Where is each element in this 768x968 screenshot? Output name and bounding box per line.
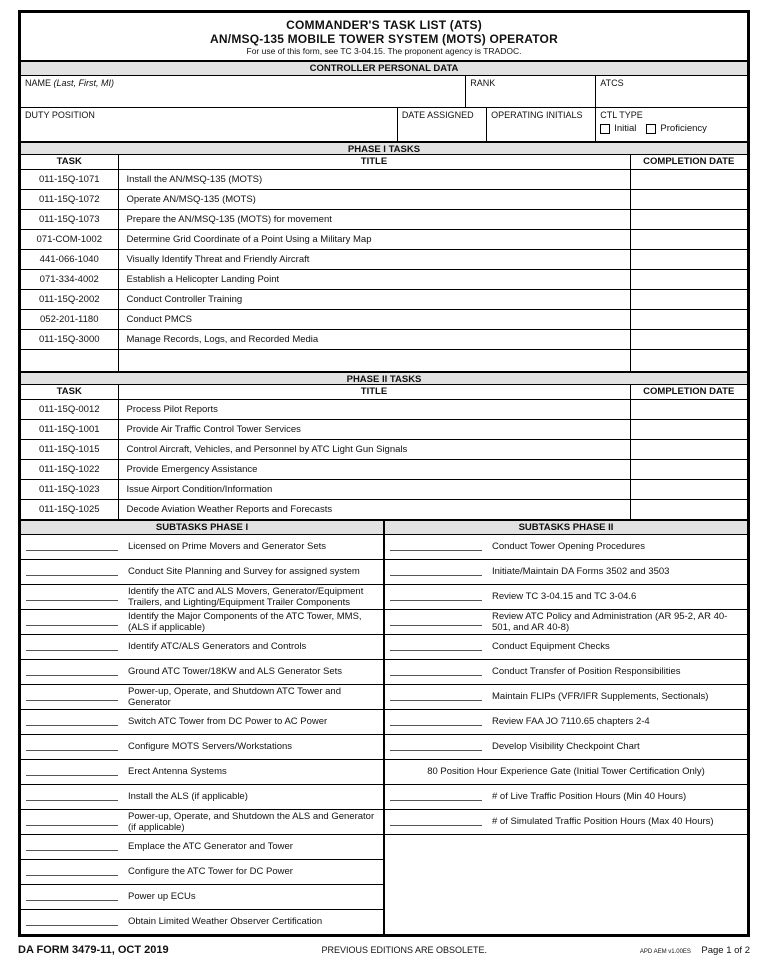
atcs-label: ATCS: [600, 78, 624, 88]
subtask-label: Initiate/Maintain DA Forms 3502 and 3503: [492, 566, 670, 577]
subtask-label: Power-up, Operate, and Shutdown the ALS and Generator (if applicable): [128, 810, 375, 833]
subtask-phase1-cell: [21, 709, 384, 734]
obsolete-note: PREVIOUS EDITIONS ARE OBSOLETE.: [321, 944, 488, 955]
subtask-row: [21, 709, 747, 734]
task-title: Prepare the AN/MSQ-135 (MOTS) for movement: [118, 209, 630, 229]
task-row: [21, 499, 747, 519]
task-title: Establish a Helicopter Landing Point: [118, 269, 630, 289]
ctl-type-field: [596, 108, 747, 141]
subtask-row: [21, 609, 747, 634]
subtask-phase2-cell: [384, 559, 747, 584]
fill-in-blank[interactable]: [390, 567, 482, 576]
date-assigned-field[interactable]: [398, 108, 487, 141]
task-row: [21, 309, 747, 329]
subtask-label: Configure MOTS Servers/Workstations: [128, 741, 293, 752]
subtask-row: [21, 659, 747, 684]
task-row: [21, 289, 747, 309]
subtask-phase1-cell: [21, 859, 384, 884]
subtask-phase1-cell: [21, 834, 384, 859]
apd-version: APD AEM v1.00ES: [639, 948, 691, 955]
subtask-label: Install the ALS (if applicable): [128, 791, 248, 802]
fill-in-blank[interactable]: [26, 917, 118, 926]
subtask-phase2-cell: [384, 659, 747, 684]
subtask-phase1-cell: [21, 684, 384, 709]
subtask-row: [21, 834, 747, 859]
completion-date-cell[interactable]: [630, 439, 747, 459]
operating-initials-label: OPERATING INITIALS: [491, 110, 583, 120]
fill-in-blank[interactable]: [390, 692, 482, 701]
subtask-label: Maintain FLIPs (VFR/IFR Supplements, Sectionals): [492, 691, 709, 702]
task-row: [21, 419, 747, 439]
phase1-task-table: [21, 155, 747, 371]
initial-option-label: Initial: [614, 123, 637, 134]
phase2-col-title: TITLE: [118, 385, 630, 399]
ctl-type-label: CTL TYPE: [600, 110, 643, 120]
task-number: 011-15Q-1071: [21, 169, 118, 189]
subtask-label: Conduct Transfer of Position Responsibilities: [492, 666, 681, 677]
subtask-label: Identify the Major Components of the ATC Tower, MMS, (ALS if applicable): [128, 610, 362, 633]
form-number: DA FORM 3479-11, OCT 2019: [18, 943, 169, 956]
section-header-subtasks-phase1: SUBTASKS PHASE I: [21, 520, 384, 534]
section-header-subtasks-phase2: SUBTASKS PHASE II: [384, 520, 747, 534]
fill-in-blank[interactable]: [390, 542, 482, 551]
phase2-task-table: [21, 385, 747, 519]
subtask-phase2-cell: [384, 709, 747, 734]
task-title: Manage Records, Logs, and Recorded Media: [118, 329, 630, 349]
fill-in-blank[interactable]: [26, 717, 118, 726]
subtask-label: Develop Visibility Checkpoint Chart: [492, 741, 640, 752]
task-title: [118, 349, 630, 371]
task-title: Visually Identify Threat and Friendly Aircraft: [118, 249, 630, 269]
subtask-row: [21, 759, 747, 784]
subtask-phase2-cell: [384, 809, 747, 834]
subtask-label: Review FAA JO 7110.65 chapters 2-4: [492, 716, 650, 727]
subtask-row: [21, 559, 747, 584]
subtask-phase1-cell: [21, 884, 384, 909]
task-number: 011-15Q-1072: [21, 189, 118, 209]
completion-date-cell[interactable]: [630, 329, 747, 349]
subtask-phase1-cell: [21, 609, 384, 634]
subtask-label: Conduct Tower Opening Procedures: [492, 541, 645, 552]
task-row: [21, 269, 747, 289]
completion-date-cell[interactable]: [630, 349, 747, 371]
completion-date-cell[interactable]: [630, 479, 747, 499]
subtask-phase1-cell: [21, 634, 384, 659]
completion-date-cell[interactable]: [630, 309, 747, 329]
subtask-phase2-cell: [384, 584, 747, 609]
task-title: Provide Emergency Assistance: [118, 459, 630, 479]
fill-in-blank[interactable]: [26, 892, 118, 901]
date-assigned-label: DATE ASSIGNED: [401, 110, 474, 120]
task-number: 011-15Q-1015: [21, 439, 118, 459]
subtask-label: Emplace the ATC Generator and Tower: [128, 841, 293, 852]
form-title-line2: AN/MSQ-135 MOBILE TOWER SYSTEM (MOTS) OPERATOR: [210, 32, 558, 46]
subtask-label: Licensed on Prime Movers and Generator Sets: [128, 541, 327, 552]
task-number: 011-15Q-0012: [21, 399, 118, 419]
fill-in-blank[interactable]: [390, 742, 482, 751]
phase1-col-title: TITLE: [118, 155, 630, 169]
task-number: 071-COM-1002: [21, 229, 118, 249]
subtask-phase2-cell: [384, 784, 747, 809]
task-title: Decode Aviation Weather Reports and Forecasts: [118, 499, 630, 519]
task-row: [21, 209, 747, 229]
page-indicator: Page 1 of 2: [701, 944, 750, 956]
subtask-row: [21, 584, 747, 609]
section-header-controller-personal-data: CONTROLLER PERSONAL DATA: [21, 62, 747, 76]
task-title: Conduct Controller Training: [118, 289, 630, 309]
subtask-label: Conduct Site Planning and Survey for assigned system: [128, 566, 360, 577]
fill-in-blank[interactable]: [390, 792, 482, 801]
subtask-label: Review TC 3-04.15 and TC 3-04.6: [492, 591, 637, 602]
fill-in-blank[interactable]: [390, 592, 482, 601]
task-number: 011-15Q-3000: [21, 329, 118, 349]
subtask-label: Erect Antenna Systems: [128, 766, 227, 777]
fill-in-blank[interactable]: [26, 567, 118, 576]
task-title: Determine Grid Coordinate of a Point Using a Military Map: [118, 229, 630, 249]
phase2-header-row: [21, 385, 747, 399]
task-row: [21, 399, 747, 419]
task-row: [21, 169, 747, 189]
fill-in-blank[interactable]: [26, 617, 118, 626]
fill-in-blank[interactable]: [390, 667, 482, 676]
task-title: Process Pilot Reports: [118, 399, 630, 419]
completion-date-cell[interactable]: [630, 229, 747, 249]
proficiency-checkbox[interactable]: [646, 124, 656, 134]
completion-date-cell[interactable]: [630, 269, 747, 289]
subtasks-header-row: [21, 520, 747, 534]
subtask-phase2-cell: [384, 759, 747, 784]
fill-in-blank[interactable]: [26, 692, 118, 701]
fill-in-blank[interactable]: [390, 817, 482, 826]
task-row: [21, 459, 747, 479]
form-header: [21, 13, 747, 62]
task-number: 011-15Q-1025: [21, 499, 118, 519]
task-row: [21, 479, 747, 499]
task-number: [21, 349, 118, 371]
subtask-phase1-cell: [21, 559, 384, 584]
da-form-3479-11: [18, 10, 750, 937]
phase2-col-completion-date: COMPLETION DATE: [630, 385, 747, 399]
initial-checkbox[interactable]: [600, 124, 610, 134]
subtask-row: [21, 784, 747, 809]
fill-in-blank[interactable]: [26, 642, 118, 651]
subtasks-phase2-empty-cell: [384, 834, 747, 934]
fill-in-blank[interactable]: [26, 867, 118, 876]
subtask-label: Ground ATC Tower/18KW and ALS Generator Sets: [128, 666, 343, 677]
task-row: [21, 439, 747, 459]
subtask-phase1-cell: [21, 759, 384, 784]
task-number: 441-066-1040: [21, 249, 118, 269]
task-row: [21, 229, 747, 249]
subtask-phase2-cell: [384, 684, 747, 709]
completion-date-cell[interactable]: [630, 419, 747, 439]
subtask-row: [21, 634, 747, 659]
section-header-phase1-tasks: PHASE I TASKS: [21, 141, 747, 155]
page-footer: [18, 940, 750, 958]
task-number: 011-15Q-1001: [21, 419, 118, 439]
task-number: 052-201-1180: [21, 309, 118, 329]
fill-in-blank[interactable]: [26, 842, 118, 851]
subtask-label: Power-up, Operate, and Shutdown ATC Tower and Generator: [128, 685, 341, 708]
fill-in-blank[interactable]: [390, 717, 482, 726]
subtask-label: Configure the ATC Tower for DC Power: [128, 866, 293, 877]
subtask-label: Conduct Equipment Checks: [492, 641, 610, 652]
fill-in-blank[interactable]: [26, 542, 118, 551]
fill-in-blank[interactable]: [26, 792, 118, 801]
subtask-phase2-cell: [384, 534, 747, 559]
operating-initials-field[interactable]: [487, 108, 596, 141]
completion-date-cell[interactable]: [630, 499, 747, 519]
subtask-row: [21, 734, 747, 759]
subtasks-table: [21, 519, 747, 934]
footer-right: [640, 940, 750, 958]
subtask-label: Power up ECUs: [128, 891, 196, 902]
subtask-row: [21, 684, 747, 709]
proficiency-option-label: Proficiency: [660, 123, 707, 134]
form-title-line1: COMMANDER'S TASK LIST (ATS): [286, 18, 482, 32]
phase1-col-completion-date: COMPLETION DATE: [630, 155, 747, 169]
fill-in-blank[interactable]: [26, 742, 118, 751]
fill-in-blank[interactable]: [390, 642, 482, 651]
completion-date-cell[interactable]: [630, 209, 747, 229]
rank-field[interactable]: [466, 76, 596, 107]
subtask-phase1-cell: [21, 584, 384, 609]
task-title: Conduct PMCS: [118, 309, 630, 329]
task-title: Issue Airport Condition/Information: [118, 479, 630, 499]
subtask-phase2-cell: [384, 734, 747, 759]
subtask-phase2-cell: [384, 609, 747, 634]
name-label: NAME: [25, 78, 52, 88]
fill-in-blank[interactable]: [390, 617, 482, 626]
completion-date-cell[interactable]: [630, 249, 747, 269]
fill-in-blank[interactable]: [26, 817, 118, 826]
subtask-label: # of Live Traffic Position Hours (Min 40 Hours): [492, 791, 687, 802]
task-number: 011-15Q-2002: [21, 289, 118, 309]
subtask-phase2-cell: [384, 634, 747, 659]
subtask-phase1-cell: [21, 734, 384, 759]
subtask-label: Obtain Limited Weather Observer Certification: [128, 916, 323, 927]
phase2-col-task: TASK: [21, 385, 118, 399]
name-hint: (Last, First, MI): [53, 78, 115, 88]
task-row: [21, 249, 747, 269]
task-title: Operate AN/MSQ-135 (MOTS): [118, 189, 630, 209]
atcs-field[interactable]: [596, 76, 747, 107]
ctl-type-options: [600, 123, 743, 134]
task-title: Control Aircraft, Vehicles, and Personnel by ATC Light Gun Signals: [118, 439, 630, 459]
task-row: [21, 349, 747, 371]
personal-data-row-2: [21, 108, 747, 141]
rank-label: RANK: [470, 78, 496, 88]
task-row: [21, 329, 747, 349]
fill-in-blank[interactable]: [26, 592, 118, 601]
subtask-label: Identify the ATC and ALS Movers, Generator/Equipment Trailers, and Lighting/Equipment Trailer Components: [128, 585, 364, 608]
subtask-label: Switch ATC Tower from DC Power to AC Power: [128, 716, 328, 727]
fill-in-blank[interactable]: [26, 667, 118, 676]
subtask-phase1-cell: [21, 784, 384, 809]
task-title: Install the AN/MSQ-135 (MOTS): [118, 169, 630, 189]
subtask-label: 80 Position Hour Experience Gate (Initial Tower Certification Only): [427, 766, 705, 777]
completion-date-cell[interactable]: [630, 459, 747, 479]
task-number: 071-334-4002: [21, 269, 118, 289]
subtask-label: Identify ATC/ALS Generators and Controls: [128, 641, 307, 652]
section-header-phase2-tasks: PHASE II TASKS: [21, 371, 747, 385]
completion-date-cell[interactable]: [630, 189, 747, 209]
subtask-row: [21, 809, 747, 834]
subtask-phase1-cell: [21, 909, 384, 934]
task-row: [21, 189, 747, 209]
subtask-phase1-cell: [21, 534, 384, 559]
task-title: Provide Air Traffic Control Tower Services: [118, 419, 630, 439]
completion-date-cell[interactable]: [630, 289, 747, 309]
subtask-phase1-cell: [21, 659, 384, 684]
subtask-label: # of Simulated Traffic Position Hours (Max 40 Hours): [492, 816, 714, 827]
subtask-phase1-cell: [21, 809, 384, 834]
phase1-col-task: TASK: [21, 155, 118, 169]
phase1-header-row: [21, 155, 747, 169]
task-number: 011-15Q-1073: [21, 209, 118, 229]
subtask-row: [21, 534, 747, 559]
task-number: 011-15Q-1023: [21, 479, 118, 499]
name-field[interactable]: [21, 76, 466, 107]
completion-date-cell[interactable]: [630, 169, 747, 189]
personal-data-row-1: [21, 76, 747, 108]
task-number: 011-15Q-1022: [21, 459, 118, 479]
fill-in-blank[interactable]: [26, 767, 118, 776]
duty-position-field[interactable]: [21, 108, 398, 141]
duty-position-label: DUTY POSITION: [25, 110, 95, 120]
completion-date-cell[interactable]: [630, 399, 747, 419]
form-subtitle: For use of this form, see TC 3-04.15. The proponent agency is TRADOC.: [246, 46, 522, 56]
subtask-label: Review ATC Policy and Administration (AR 95-2, AR 40-501, and AR 40-8): [492, 610, 728, 633]
